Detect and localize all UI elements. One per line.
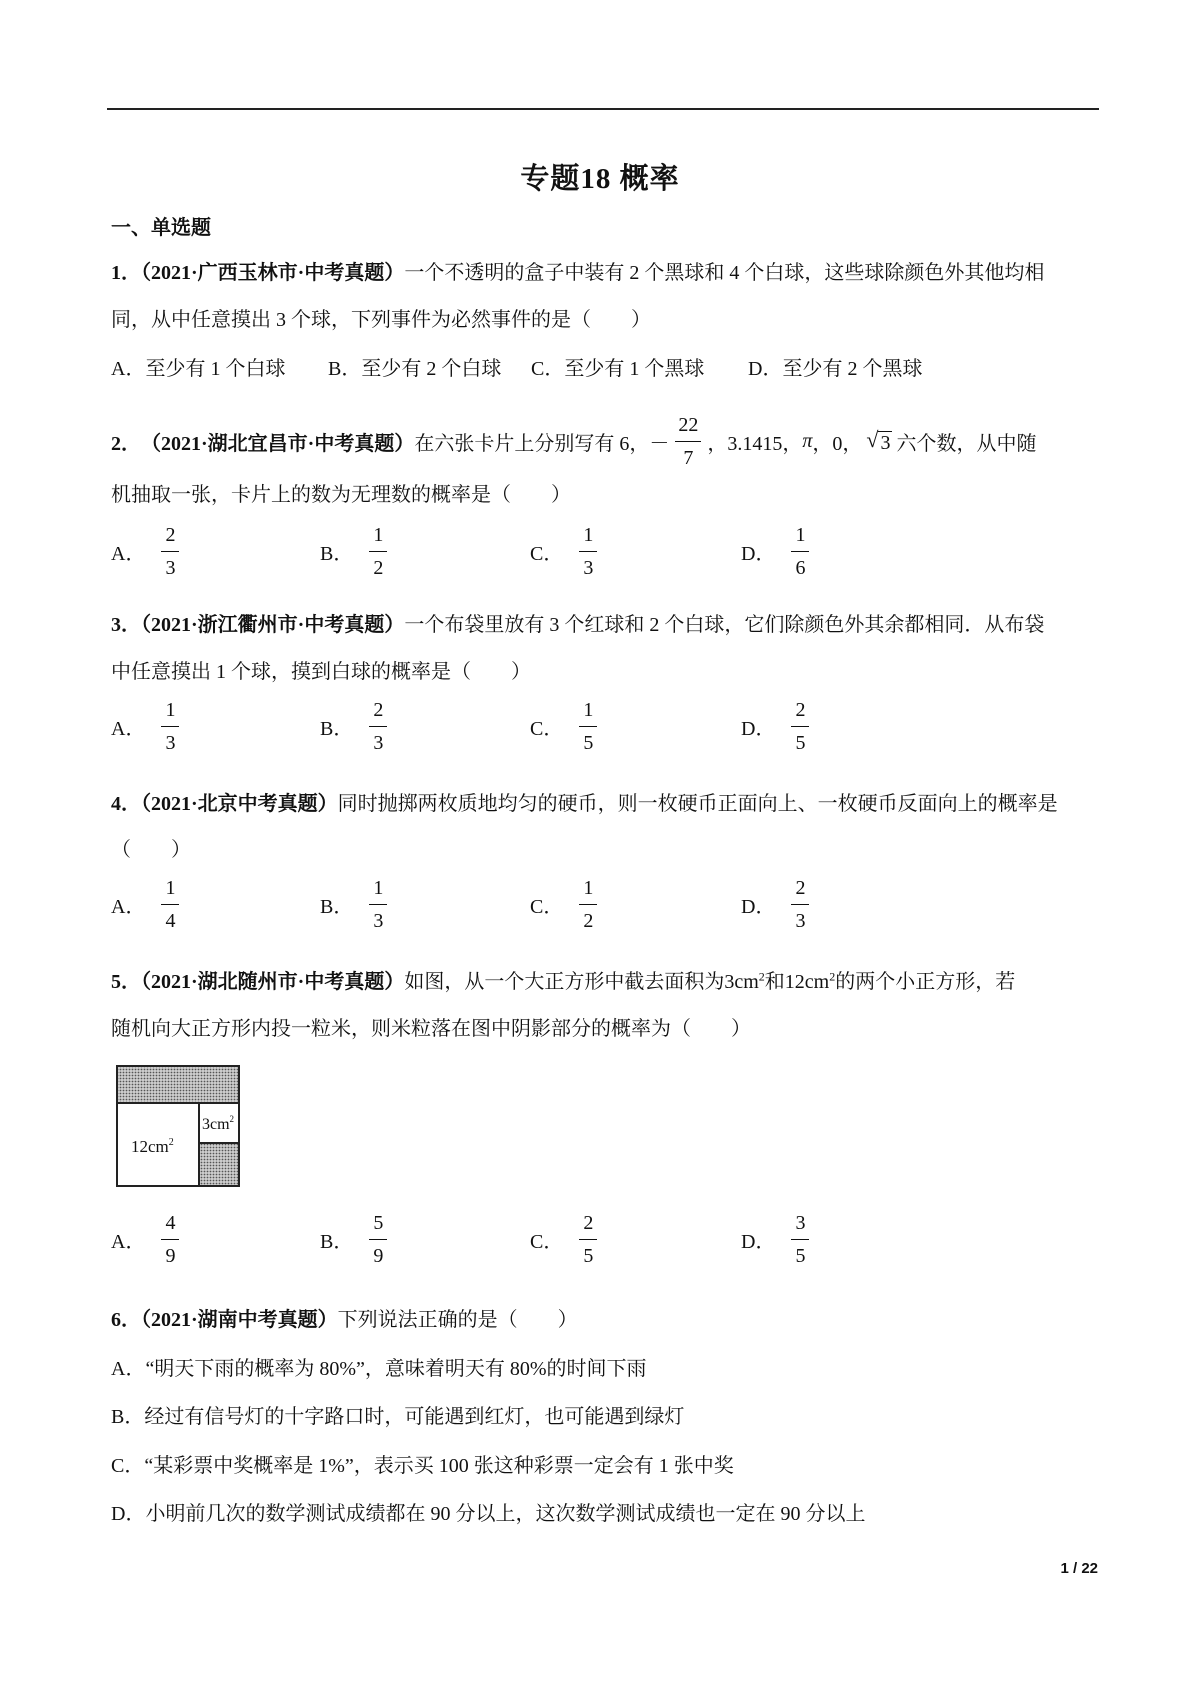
fraction-bar xyxy=(579,726,597,727)
question-3-line-1 xyxy=(111,608,1044,637)
fraction-numerator: 5 xyxy=(373,1212,384,1234)
question-1-text: 一个不透明的盒子中装有 2 个黑球和 4 个白球，这些球除颜色外其他均相 xyxy=(404,262,1045,284)
question-5-option-b xyxy=(320,1213,393,1266)
fraction-numerator: 2 xyxy=(165,524,176,546)
fraction-bar xyxy=(579,904,597,905)
question-5-text-pre: 如图，从一个大正方形中截去面积为 xyxy=(404,971,725,993)
question-3-option-b xyxy=(320,700,393,753)
question-2-text-mid: ，3.1415， xyxy=(707,433,803,455)
question-5-option-c xyxy=(530,1213,603,1266)
option-letter: C． xyxy=(530,1231,564,1253)
question-5-text-mid: 和 xyxy=(764,971,785,993)
fraction-denominator: 3 xyxy=(373,732,384,754)
option-letter: B． xyxy=(320,1231,354,1253)
square-figure xyxy=(116,1065,240,1187)
page-number: 1 / 22 xyxy=(1060,1560,1098,1577)
fraction-denominator: 2 xyxy=(583,910,594,932)
question-2-option-d xyxy=(741,525,815,578)
fraction-numerator: 1 xyxy=(373,877,384,899)
option-letter: A． xyxy=(111,1231,146,1253)
fraction-numerator: 1 xyxy=(583,699,594,721)
pi-symbol: π xyxy=(802,430,813,452)
fraction-numerator: 2 xyxy=(795,877,806,899)
option-letter: B． xyxy=(320,543,354,565)
fraction-bar xyxy=(369,551,387,552)
area-12cm: 12cm xyxy=(784,971,830,993)
fraction-bar xyxy=(161,551,179,552)
fraction-bar xyxy=(579,551,597,552)
fraction-numerator: 4 xyxy=(165,1212,176,1234)
question-2-option-b xyxy=(320,525,393,578)
option-fraction xyxy=(161,1213,179,1266)
question-4-option-d xyxy=(741,878,815,931)
radical-sign: √ xyxy=(866,427,879,452)
option-fraction xyxy=(579,525,597,578)
fraction-denominator: 3 xyxy=(165,557,176,579)
option-fraction xyxy=(791,1213,809,1266)
fraction-numerator: 1 xyxy=(373,524,384,546)
question-5-option-a xyxy=(111,1213,185,1266)
question-4-option-b xyxy=(320,878,393,931)
question-1-option-d: D．至少有 2 个黑球 xyxy=(748,358,923,380)
radicand: 3 xyxy=(880,432,891,454)
option-letter: C． xyxy=(530,543,564,565)
question-6-option-a: A．“明天下雨的概率为 80%”，意味着明天有 80%的时间下雨 xyxy=(111,1358,647,1380)
fraction-bar xyxy=(791,726,809,727)
question-5-line-2: 随机向大正方形内投一粒米，则米粒落在图中阴影部分的概率为（ ） xyxy=(111,1018,751,1040)
fraction-numerator: 22 xyxy=(678,414,699,436)
fraction-denominator: 5 xyxy=(795,732,806,754)
question-3-text: 一个布袋里放有 3 个红球和 2 个白球，它们除颜色外其余都相同．从布袋 xyxy=(404,614,1045,636)
fraction-denominator: 3 xyxy=(795,910,806,932)
question-2-option-c xyxy=(530,525,603,578)
question-1-option-b: B．至少有 2 个白球 xyxy=(328,358,502,380)
fraction-denominator: 3 xyxy=(583,557,594,579)
question-4-source: （2021·北京中考真题） xyxy=(141,793,338,815)
fraction-bar xyxy=(369,726,387,727)
question-5-line-1 xyxy=(111,965,1015,994)
question-4-number: 4． xyxy=(111,793,141,815)
question-1-line-2: 同，从中任意摸出 3 个球，下列事件为必然事件的是（ ） xyxy=(111,309,651,331)
question-2-option-a xyxy=(111,525,185,578)
fraction-denominator: 5 xyxy=(583,732,594,754)
fraction-numerator: 1 xyxy=(165,877,176,899)
question-2-text-pre: 在六张卡片上分别写有 6， xyxy=(414,433,650,455)
option-letter: C． xyxy=(530,718,564,740)
fraction-bar xyxy=(791,551,809,552)
question-2-line-1 xyxy=(111,415,1036,468)
option-letter: B． xyxy=(320,718,354,740)
fraction-denominator: 5 xyxy=(583,1245,594,1267)
option-fraction xyxy=(161,700,179,753)
question-1-option-c: C．至少有 1 个黑球 xyxy=(531,358,705,380)
question-1-source: （2021·广西玉林市·中考真题） xyxy=(141,262,405,284)
fraction-bar xyxy=(675,441,701,442)
option-letter: D． xyxy=(741,896,776,918)
option-letter: D． xyxy=(741,718,776,740)
question-2-text-post: 六个数，从中随 xyxy=(896,433,1037,455)
fraction-denominator: 4 xyxy=(165,910,176,932)
question-6-number: 6． xyxy=(111,1309,141,1331)
header-rule xyxy=(107,108,1099,110)
question-4-option-a xyxy=(111,878,185,931)
fraction-denominator: 7 xyxy=(683,447,694,469)
area-3cm: 3cm xyxy=(724,971,759,993)
option-fraction xyxy=(791,700,809,753)
question-1-line-1 xyxy=(111,256,1044,285)
question-5-number: 5． xyxy=(111,971,141,993)
fraction-denominator: 5 xyxy=(795,1245,806,1267)
fraction-bar xyxy=(161,904,179,905)
fraction-denominator: 9 xyxy=(165,1245,176,1267)
fraction-denominator: 3 xyxy=(165,732,176,754)
fraction-numerator: 2 xyxy=(795,699,806,721)
option-fraction xyxy=(791,525,809,578)
fraction-bar xyxy=(369,1239,387,1240)
option-letter: B． xyxy=(320,896,354,918)
question-6-option-c: C．“某彩票中奖概率是 1%”，表示买 100 张这种彩票一定会有 1 张中奖 xyxy=(111,1455,734,1477)
fraction-numerator: 1 xyxy=(583,524,594,546)
fraction-numerator: 1 xyxy=(165,699,176,721)
page-title: 专题18 概率 xyxy=(520,163,680,195)
fraction-numerator: 1 xyxy=(795,524,806,546)
question-2-number: 2． xyxy=(111,433,141,455)
fraction-bar xyxy=(791,1239,809,1240)
question-1-option-a: A．至少有 1 个白球 xyxy=(111,358,286,380)
sqrt-3 xyxy=(866,429,892,454)
area-12cm-exponent: 2 xyxy=(829,969,836,984)
question-6-option-b: B．经过有信号灯的十字路口时，可能遇到红灯，也可能遇到绿灯 xyxy=(111,1406,685,1428)
neg-sign: － xyxy=(649,433,670,455)
fraction-denominator: 2 xyxy=(373,557,384,579)
fraction-bar xyxy=(579,1239,597,1240)
label-12cm: $12cm^2$ xyxy=(131,1137,174,1156)
option-letter: C． xyxy=(530,896,564,918)
fraction-neg-22-7 xyxy=(675,415,701,468)
area-3cm-exponent: 2 xyxy=(758,969,765,984)
question-3-option-d xyxy=(741,700,815,753)
question-4-line-2: （ ） xyxy=(111,839,191,861)
question-4-text: 同时抛掷两枚质地均匀的硬币，则一枚硬币正面向上、一枚硬币反面向上的概率是 xyxy=(337,793,1058,815)
fraction-numerator: 2 xyxy=(583,1212,594,1234)
option-fraction xyxy=(369,700,387,753)
question-3-line-2: 中任意摸出 1 个球，摸到白球的概率是（ ） xyxy=(111,661,531,683)
fraction-bar xyxy=(791,904,809,905)
fraction-bar xyxy=(369,904,387,905)
question-6-source: （2021·湖南中考真题） xyxy=(141,1309,338,1331)
question-5-option-d xyxy=(741,1213,815,1266)
section-heading: 一、单选题 xyxy=(111,217,211,239)
question-2-line-2: 机抽取一张，卡片上的数为无理数的概率是（ ） xyxy=(111,484,571,506)
option-fraction xyxy=(579,700,597,753)
question-2-source: （2021·湖北宜昌市·中考真题） xyxy=(141,433,415,455)
question-5-text-post: 的两个小正方形，若 xyxy=(835,971,1016,993)
question-3-option-a xyxy=(111,700,185,753)
fraction-numerator: 3 xyxy=(795,1212,806,1234)
question-6-option-d: D．小明前几次的数学测试成绩都在 90 分以上，这次数学测试成绩也一定在 90 分以上 xyxy=(111,1503,866,1525)
label-3cm: $3cm^2$ xyxy=(202,1114,235,1133)
fraction-denominator: 6 xyxy=(795,557,806,579)
question-2-text-mid2: ，0， xyxy=(812,433,863,455)
fraction-numerator: 1 xyxy=(583,877,594,899)
option-letter: D． xyxy=(741,543,776,565)
question-1-number: 1． xyxy=(111,262,141,284)
option-fraction xyxy=(579,1213,597,1266)
question-6-line-1 xyxy=(111,1303,578,1332)
option-letter: D． xyxy=(741,1231,776,1253)
question-3-number: 3． xyxy=(111,614,141,636)
option-fraction xyxy=(791,878,809,931)
option-letter: A． xyxy=(111,718,146,740)
fraction-bar xyxy=(161,726,179,727)
question-6-text: 下列说法正确的是（ ） xyxy=(337,1309,578,1331)
fraction-denominator: 9 xyxy=(373,1245,384,1267)
question-4-option-c xyxy=(530,878,603,931)
question-3-source: （2021·浙江衢州市·中考真题） xyxy=(141,614,405,636)
option-fraction xyxy=(369,878,387,931)
question-3-option-c xyxy=(530,700,603,753)
fraction-numerator: 2 xyxy=(373,699,384,721)
question-4-line-1 xyxy=(111,787,1058,816)
question-5-source: （2021·湖北随州市·中考真题） xyxy=(141,971,405,993)
option-fraction xyxy=(161,525,179,578)
option-fraction xyxy=(579,878,597,931)
option-fraction xyxy=(369,525,387,578)
option-fraction xyxy=(369,1213,387,1266)
option-letter: A． xyxy=(111,896,146,918)
fraction-denominator: 3 xyxy=(373,910,384,932)
option-fraction xyxy=(161,878,179,931)
option-letter: A． xyxy=(111,543,146,565)
fraction-bar xyxy=(161,1239,179,1240)
